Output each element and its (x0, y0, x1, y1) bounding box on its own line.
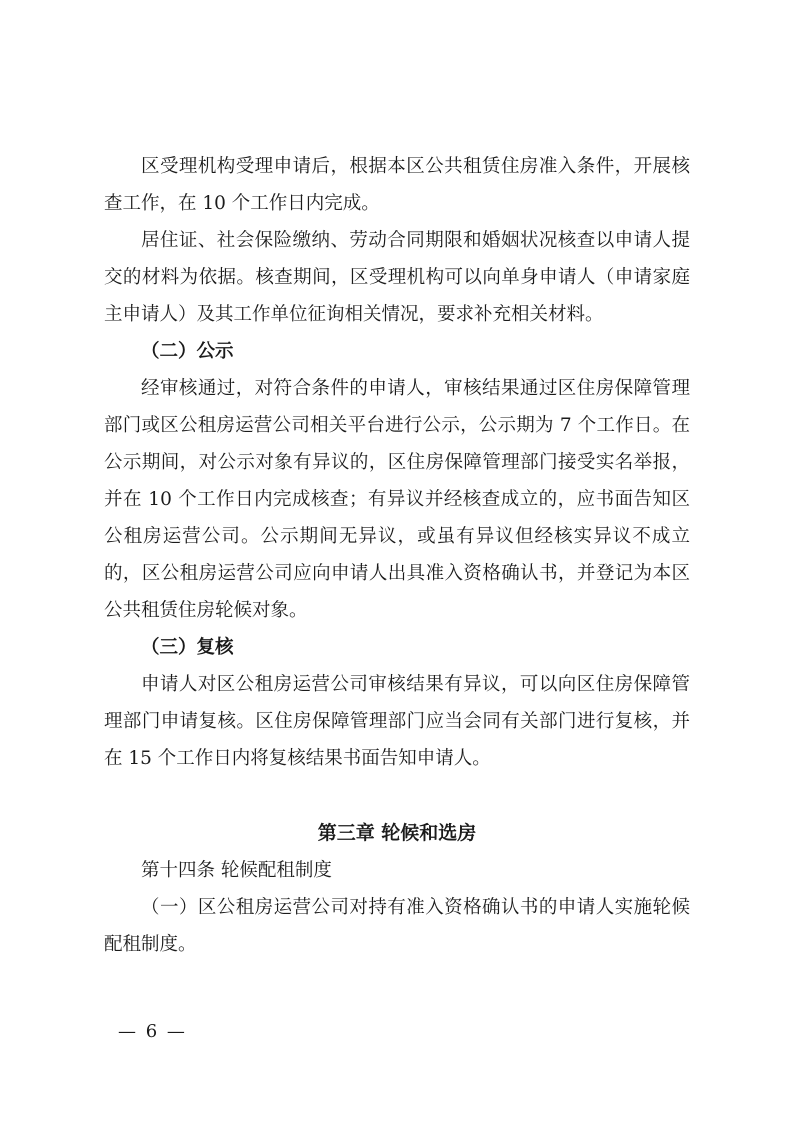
paragraph-queue-system: （一）区公租房运营公司对持有准入资格确认书的申请人实施轮候配租制度。 (104, 897, 690, 955)
section-heading-publicity: （二）公示 (141, 341, 234, 362)
section-heading-recheck: （三）复核 (141, 637, 234, 658)
paragraph-recheck: 申请人对区公租房运营公司审核结果有异议，可以向区住房保障管理部门申请复核。区住房保障管理部门应当会同有关部门进行复核，并在 15 个工作日内将复核结果书面告知申请人。 (104, 674, 690, 769)
chapter-title: 第三章 轮候和选房 (317, 822, 477, 844)
paragraph-review-process: 区受理机构受理申请后，根据本区公共租赁住房准入条件，开展核查工作，在 10 个工作日内完成。 (104, 156, 690, 214)
paragraph-publicity: 经审核通过，对符合条件的申请人，审核结果通过区住房保障管理部门或区公租房运营公司相关平台进行公示，公示期为 7 个工作日。在公示期间，对公示对象有异议的，区住房保障管理部门接受实名举报，并在 10 个工作日内完成核查；有异议并经核查成立的，应书面告知区公租房运营公司。公示期间无异议，或虽有异议但经核实异议不成立的，区公租房运营公司应向申请人出具准入资格确认书，并登记为本区公共租赁住房轮候对象。 (104, 378, 690, 621)
page-number: — 6 — (118, 1021, 187, 1042)
article-title: 第十四条 轮候配租制度 (141, 860, 332, 881)
paragraph-verification-basis: 居住证、社会保险缴纳、劳动合同期限和婚姻状况核查以申请人提交的材料为依据。核查期间，区受理机构可以向单身申请人（申请家庭主申请人）及其工作单位征询相关情况，要求补充相关材料。 (104, 230, 690, 325)
